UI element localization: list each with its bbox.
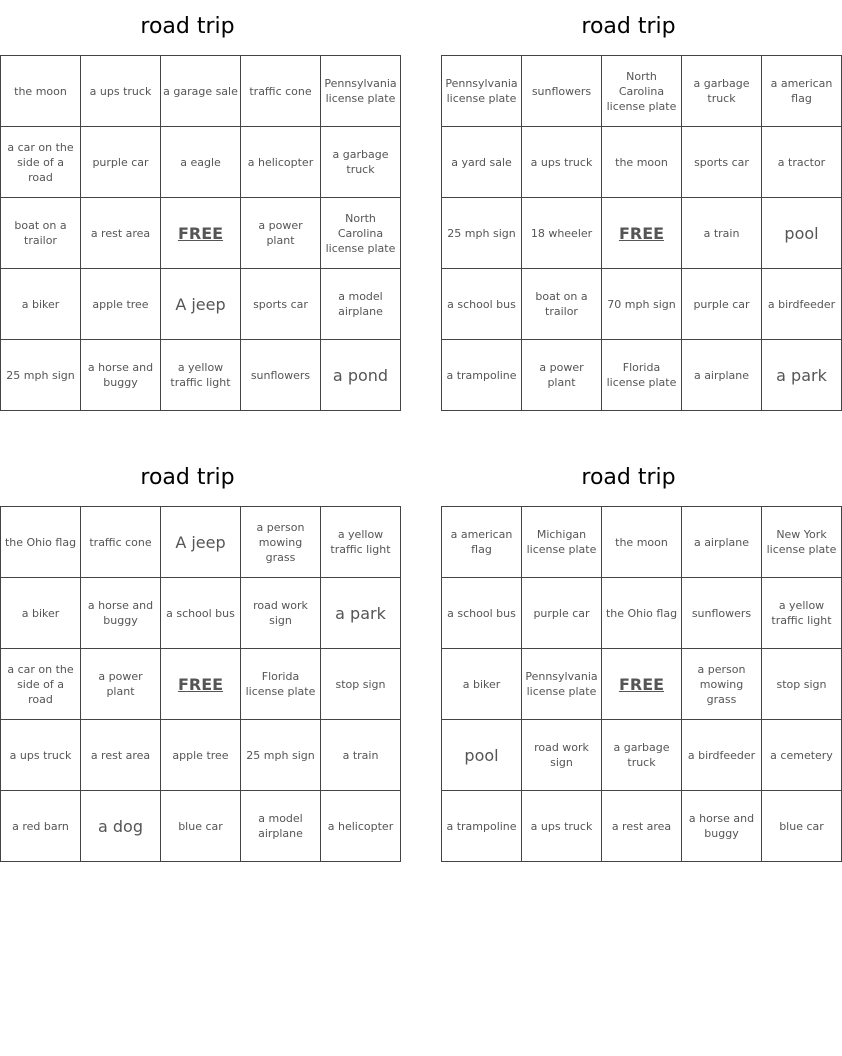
card-title: road trip — [140, 14, 235, 39]
bingo-cell: blue car — [161, 791, 241, 862]
bingo-cell: a model airplane — [321, 269, 401, 340]
bingo-grid — [441, 506, 842, 862]
card-title: road trip — [581, 465, 676, 490]
card-title: road trip — [140, 465, 235, 490]
bingo-row — [1, 578, 401, 649]
bingo-cell: New York license plate — [762, 507, 842, 578]
bingo-cell: a trampoline — [442, 791, 522, 862]
bingo-cell: a airplane — [682, 507, 762, 578]
bingo-cell: sunflowers — [241, 340, 321, 411]
bingo-row — [1, 269, 401, 340]
bingo-row — [1, 340, 401, 411]
bingo-cell: a park — [762, 340, 842, 411]
bingo-cell: a rest area — [81, 198, 161, 269]
bingo-row — [442, 720, 842, 791]
bingo-cell: a rest area — [602, 791, 682, 862]
bingo-cell: a dog — [81, 791, 161, 862]
bingo-cell: boat on a trailor — [1, 198, 81, 269]
bingo-row — [1, 791, 401, 862]
bingo-row — [442, 340, 842, 411]
bingo-cell: a biker — [1, 269, 81, 340]
free-space: FREE — [602, 198, 682, 269]
bingo-cell: road work sign — [241, 578, 321, 649]
bingo-row — [442, 791, 842, 862]
bingo-cell: a red barn — [1, 791, 81, 862]
bingo-cell: a car on the side of a road — [1, 649, 81, 720]
bingo-cell: a ups truck — [81, 56, 161, 127]
bingo-cell: a ups truck — [522, 791, 602, 862]
bingo-cell: a ups truck — [522, 127, 602, 198]
bingo-cell: purple car — [81, 127, 161, 198]
bingo-cell: traffic cone — [81, 507, 161, 578]
bingo-row — [1, 198, 401, 269]
bingo-cell: 18 wheeler — [522, 198, 602, 269]
bingo-cell: pool — [762, 198, 842, 269]
bingo-row — [1, 127, 401, 198]
bingo-row — [1, 649, 401, 720]
bingo-cell: a rest area — [81, 720, 161, 791]
bingo-cell: North Carolina license plate — [321, 198, 401, 269]
bingo-cell: a airplane — [682, 340, 762, 411]
bingo-cell: a yard sale — [442, 127, 522, 198]
bingo-cell: 25 mph sign — [1, 340, 81, 411]
bingo-row — [1, 56, 401, 127]
bingo-cell: a horse and buggy — [682, 791, 762, 862]
bingo-cell: a yellow traffic light — [762, 578, 842, 649]
bingo-cell: stop sign — [321, 649, 401, 720]
bingo-cell: Florida license plate — [241, 649, 321, 720]
bingo-cell: a park — [321, 578, 401, 649]
bingo-cell: a school bus — [161, 578, 241, 649]
bingo-cell: a model airplane — [241, 791, 321, 862]
bingo-cell: pool — [442, 720, 522, 791]
card-title: road trip — [581, 14, 676, 39]
bingo-cell: a horse and buggy — [81, 340, 161, 411]
bingo-cell: the Ohio flag — [602, 578, 682, 649]
bingo-cell: apple tree — [81, 269, 161, 340]
bingo-row — [442, 507, 842, 578]
bingo-cell: a garbage truck — [321, 127, 401, 198]
bingo-row — [442, 198, 842, 269]
bingo-cell: the Ohio flag — [1, 507, 81, 578]
bingo-row — [442, 578, 842, 649]
bingo-cell: a school bus — [442, 269, 522, 340]
bingo-cell: a american flag — [762, 56, 842, 127]
bingo-grid — [0, 55, 401, 411]
bingo-cell: 25 mph sign — [442, 198, 522, 269]
bingo-cell: road work sign — [522, 720, 602, 791]
bingo-cell: boat on a trailor — [522, 269, 602, 340]
bingo-cell: a school bus — [442, 578, 522, 649]
free-space: FREE — [161, 198, 241, 269]
bingo-cell: purple car — [522, 578, 602, 649]
bingo-cell: Florida license plate — [602, 340, 682, 411]
bingo-cell: a garbage truck — [682, 56, 762, 127]
bingo-cell: sports car — [241, 269, 321, 340]
bingo-cell: sports car — [682, 127, 762, 198]
bingo-cell: a train — [321, 720, 401, 791]
bingo-cell: 25 mph sign — [241, 720, 321, 791]
bingo-cell: traffic cone — [241, 56, 321, 127]
bingo-cell: purple car — [682, 269, 762, 340]
bingo-cell: a pond — [321, 340, 401, 411]
bingo-cell: the moon — [1, 56, 81, 127]
bingo-cell: the moon — [602, 507, 682, 578]
bingo-cell: a yellow traffic light — [161, 340, 241, 411]
bingo-cell: A jeep — [161, 269, 241, 340]
bingo-cell: Pennsylvania license plate — [522, 649, 602, 720]
bingo-cell: a biker — [442, 649, 522, 720]
bingo-cell: a power plant — [241, 198, 321, 269]
bingo-cell: a helicopter — [241, 127, 321, 198]
bingo-row — [442, 56, 842, 127]
bingo-cell: a yellow traffic light — [321, 507, 401, 578]
bingo-cell: a horse and buggy — [81, 578, 161, 649]
bingo-cell: the moon — [602, 127, 682, 198]
bingo-cell: a eagle — [161, 127, 241, 198]
bingo-cell: a ups truck — [1, 720, 81, 791]
bingo-cell: a birdfeeder — [762, 269, 842, 340]
bingo-cell: a car on the side of a road — [1, 127, 81, 198]
bingo-cell: A jeep — [161, 507, 241, 578]
bingo-cell: a tractor — [762, 127, 842, 198]
bingo-cell: a power plant — [81, 649, 161, 720]
bingo-cell: a helicopter — [321, 791, 401, 862]
bingo-cell: a biker — [1, 578, 81, 649]
bingo-cell: a garbage truck — [602, 720, 682, 791]
bingo-cell: 70 mph sign — [602, 269, 682, 340]
bingo-cell: a cemetery — [762, 720, 842, 791]
bingo-cell: apple tree — [161, 720, 241, 791]
bingo-cell: Michigan license plate — [522, 507, 602, 578]
bingo-row — [442, 127, 842, 198]
bingo-cell: Pennsylvania license plate — [442, 56, 522, 127]
bingo-cell: a trampoline — [442, 340, 522, 411]
bingo-cell: a american flag — [442, 507, 522, 578]
bingo-cell: sunflowers — [522, 56, 602, 127]
bingo-cell: a person mowing grass — [241, 507, 321, 578]
free-space: FREE — [602, 649, 682, 720]
bingo-grid — [0, 506, 401, 862]
bingo-cell: Pennsylvania license plate — [321, 56, 401, 127]
bingo-row — [442, 269, 842, 340]
bingo-cell: blue car — [762, 791, 842, 862]
bingo-row — [442, 649, 842, 720]
free-space: FREE — [161, 649, 241, 720]
bingo-cell: North Carolina license plate — [602, 56, 682, 127]
bingo-cell: a garage sale — [161, 56, 241, 127]
bingo-cell: a train — [682, 198, 762, 269]
bingo-cell: a birdfeeder — [682, 720, 762, 791]
bingo-cell: stop sign — [762, 649, 842, 720]
bingo-cell: sunflowers — [682, 578, 762, 649]
bingo-row — [1, 720, 401, 791]
bingo-grid — [441, 55, 842, 411]
bingo-cell: a power plant — [522, 340, 602, 411]
bingo-cell: a person mowing grass — [682, 649, 762, 720]
bingo-row — [1, 507, 401, 578]
